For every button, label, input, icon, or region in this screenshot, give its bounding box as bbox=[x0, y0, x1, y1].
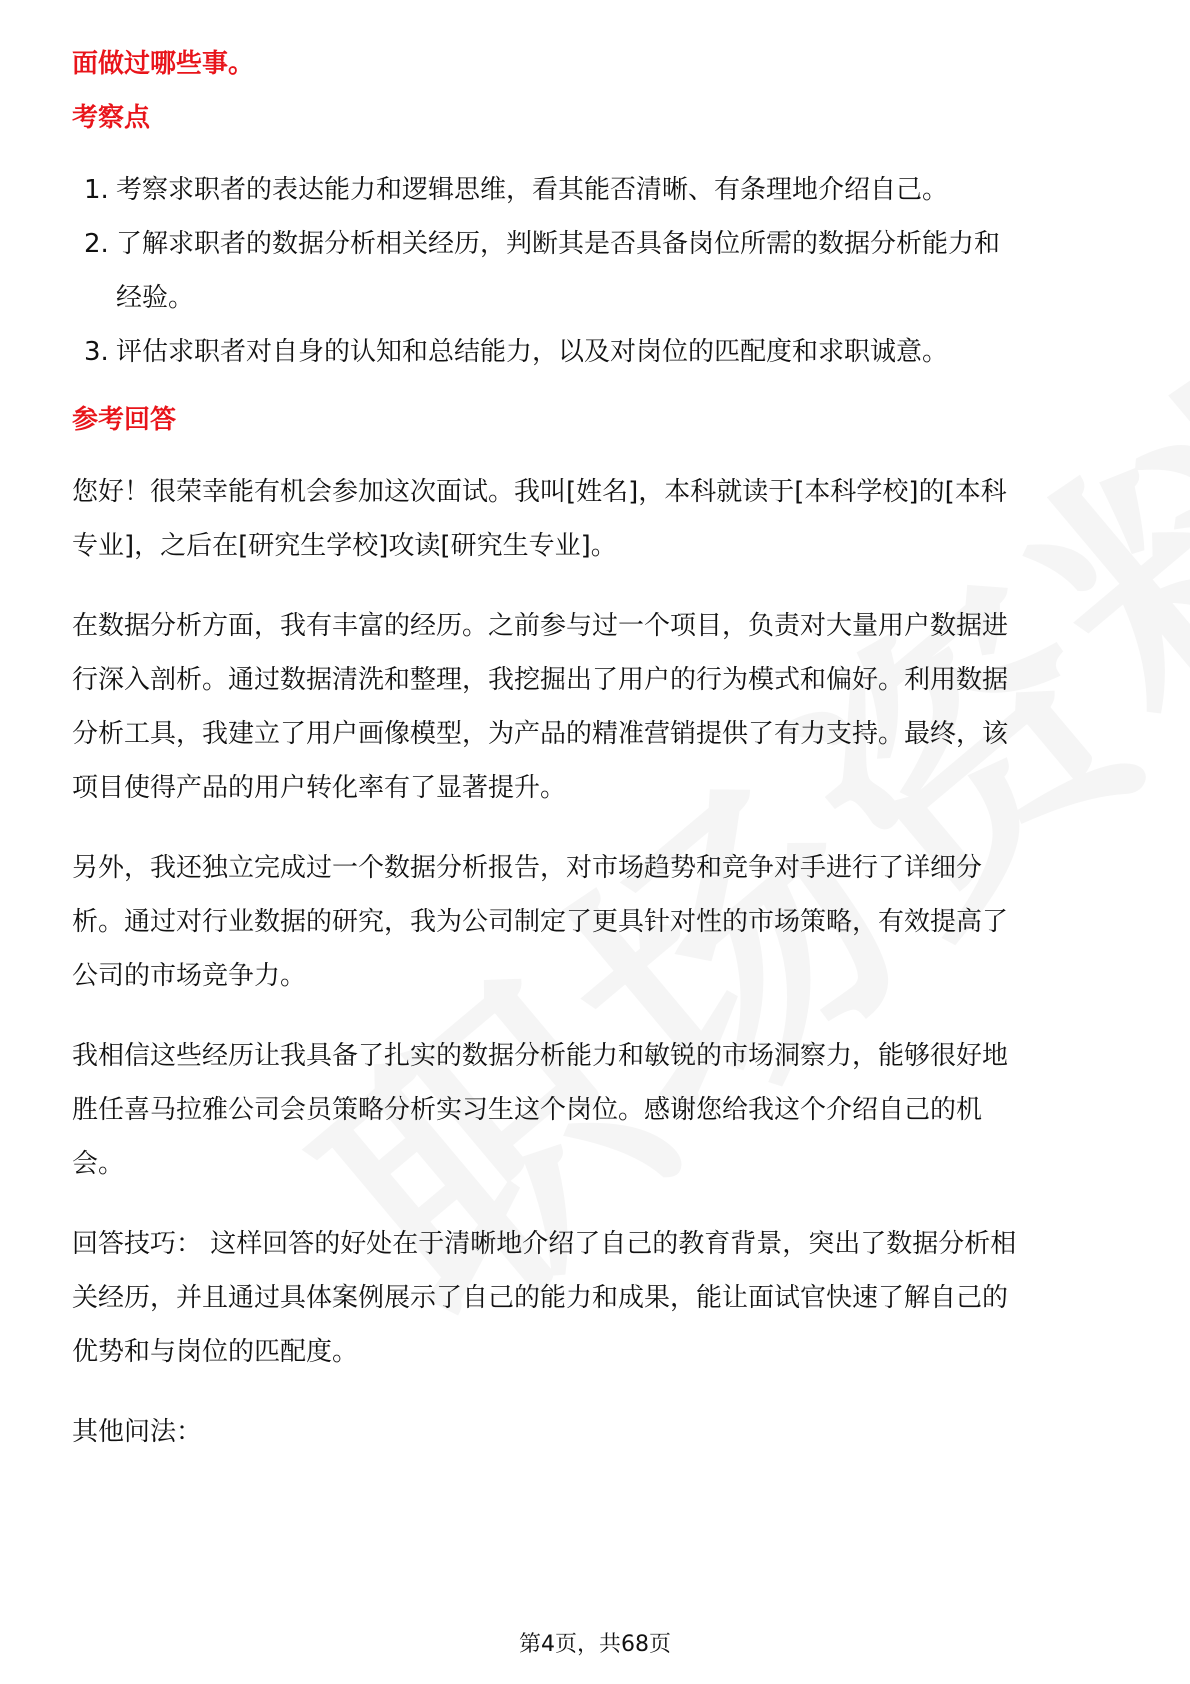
list-item-2-line-2: 经验。 bbox=[116, 283, 195, 313]
kaocha-heading: 考察点 bbox=[72, 103, 151, 133]
list-item-2-line-1: 了解求职者的数据分析相关经历，判断其是否具备岗位所需的数据分析能力和 bbox=[116, 229, 1001, 259]
answer-p3-line-1: 另外，我还独立完成过一个数据分析报告，对市场趋势和竞争对手进行了详细分 bbox=[72, 853, 983, 883]
intro-fragment: 面做过哪些事。 bbox=[72, 49, 255, 79]
list-number-1: 1. bbox=[84, 175, 109, 205]
page-footer: 第4页，共68页 bbox=[519, 1632, 671, 1657]
answer-p5-line-3: 优势和与岗位的匹配度。 bbox=[72, 1337, 359, 1367]
answer-p2-line-2: 行深入剖析。通过数据清洗和整理，我挖掘出了用户的行为模式和偏好。利用数据 bbox=[72, 665, 1009, 695]
list-item-3-line-1: 评估求职者对自身的认知和总结能力，以及对岗位的匹配度和求职诚意。 bbox=[116, 337, 949, 367]
answer-p2-line-4: 项目使得产品的用户转化率有了显著提升。 bbox=[72, 773, 567, 803]
answer-p1-line-2: 专业]，之后在[研究生学校]攻读[研究生专业]。 bbox=[72, 531, 617, 561]
answer-p3-line-2: 析。通过对行业数据的研究，我为公司制定了更具针对性的市场策略，有效提高了 bbox=[72, 907, 1009, 937]
answer-p1-line-1: 您好！很荣幸能有机会参加这次面试。我叫[姓名]，本科就读于[本科学校]的[本科 bbox=[72, 477, 1007, 507]
list-number-2: 2. bbox=[84, 229, 109, 259]
answer-p6-line-1: 其他问法： bbox=[72, 1417, 203, 1447]
answer-p4-line-2: 胜任喜马拉雅公司会员策略分析实习生这个岗位。感谢您给我这个介绍自己的机 bbox=[72, 1095, 983, 1125]
answer-p4-line-1: 我相信这些经历让我具备了扎实的数据分析能力和敏锐的市场洞察力，能够很好地 bbox=[72, 1041, 1009, 1071]
answer-p5-line-1: 回答技巧： 这样回答的好处在于清晰地介绍了自己的教育背景，突出了数据分析相 bbox=[72, 1229, 1017, 1259]
answer-p3-line-3: 公司的市场竞争力。 bbox=[72, 961, 307, 991]
answer-p2-line-1: 在数据分析方面，我有丰富的经历。之前参与过一个项目，负责对大量用户数据进 bbox=[72, 611, 1009, 641]
answer-p2-line-3: 分析工具，我建立了用户画像模型，为产品的精准营销提供了有力支持。最终，该 bbox=[72, 719, 1009, 749]
answer-p4-line-3: 会。 bbox=[72, 1149, 125, 1179]
list-item-1-line-1: 考察求职者的表达能力和逻辑思维，看其能否清晰、有条理地介绍自己。 bbox=[116, 175, 949, 205]
answer-p5-line-2: 关经历，并且通过具体案例展示了自己的能力和成果，能让面试官快速了解自己的 bbox=[72, 1283, 1009, 1313]
answer-heading: 参考回答 bbox=[72, 405, 177, 435]
list-number-3: 3. bbox=[84, 337, 109, 367]
